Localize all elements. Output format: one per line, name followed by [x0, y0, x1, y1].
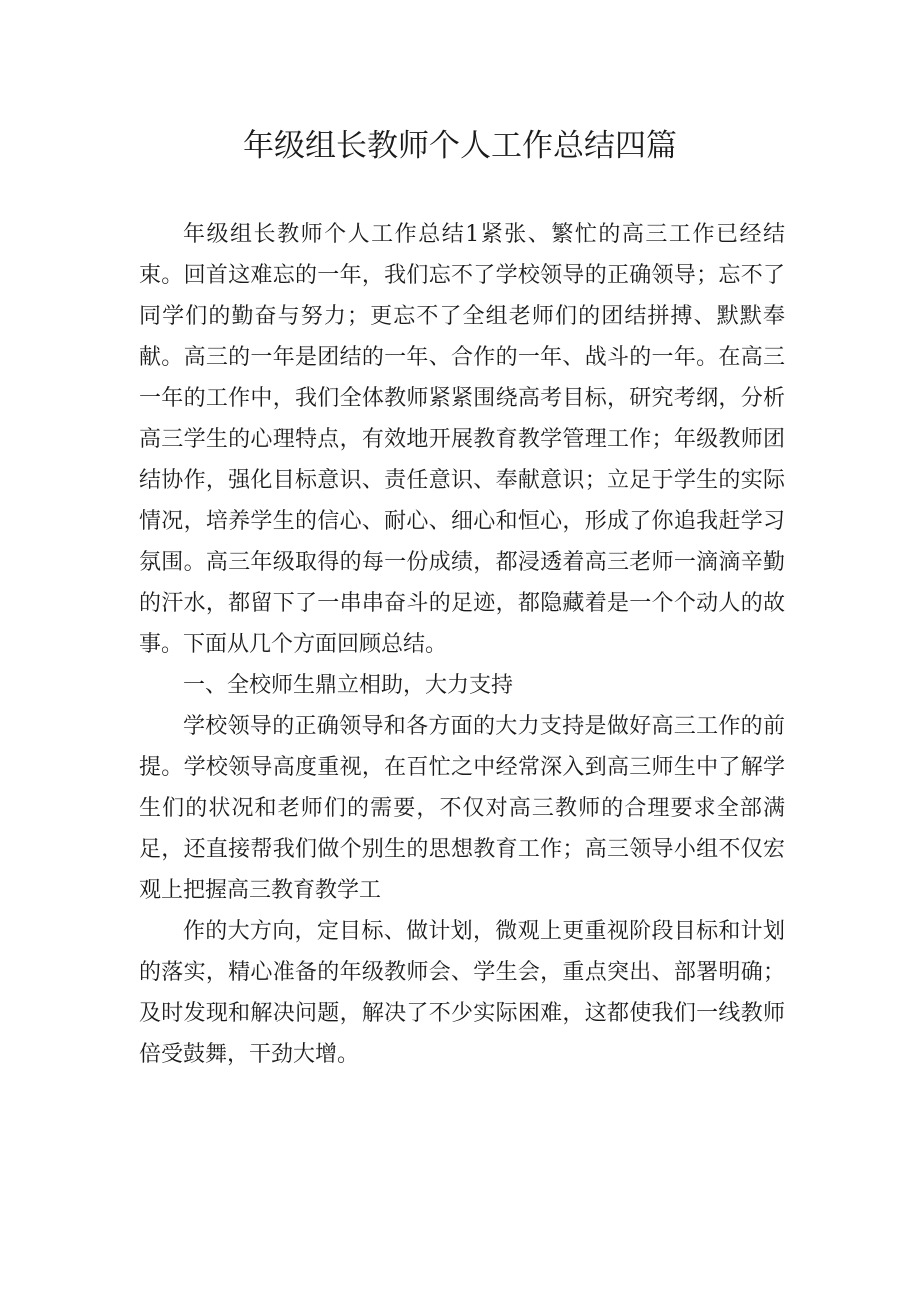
section-heading-1: 一、全校师生鼎立相助，大力支持: [183, 673, 514, 698]
paragraph-intro: 年级组长教师个人工作总结1紧张、繁忙的高三工作已经结束。回首这难忘的一年，我们忘不了学校领导的正确领导；忘不了同学们的勤奋与努力；更忘不了全组老师们的团结拼搏、默默奉献。高三的一年是团结的一年、合作的一年、战斗的一年。在高三一年的工作中，我们全体教师紧紧围绕高考目标，研究考纲，分析高三学生的心理特点，有效地开展教育教学管理工作；年级教师团结协作，强化目标意识、责任意识、奉献意识；立足于学生的实际情况，培养学生的信心、耐心、细心和恒心，形成了你追我赶学习氛围。高三年级取得的每一份成绩，都浸透着高三老师一滴滴辛勤的汗水，都留下了一串串奋斗的足迹，都隐藏着是一个个动人的故事。下面从几个方面回顾总结。: [139, 222, 785, 657]
document-title: 年级组长教师个人工作总结四篇: [243, 128, 677, 164]
paragraph-leadership-support: 学校领导的正确领导和各方面的大力支持是做好高三工作的前提。学校领导高度重视，在百忙之中经常深入到高三师生中了解学生们的状况和老师们的需要，不仅对高三教师的合理要求全部满足，还直接帮我们做个别生的思想教育工作；高三领导小组不仅宏观上把握高三教育教学工: [139, 714, 785, 903]
paragraph-leadership-continued: 作的大方向，定目标、做计划，微观上更重视阶段目标和计划的落实，精心准备的年级教师会、学生会，重点突出、部署明确；及时发现和解决问题，解决了不少实际困难，这都使我们一线教师倍受鼓舞，干劲大增。: [139, 919, 785, 1067]
document-body: [139, 214, 785, 1075]
